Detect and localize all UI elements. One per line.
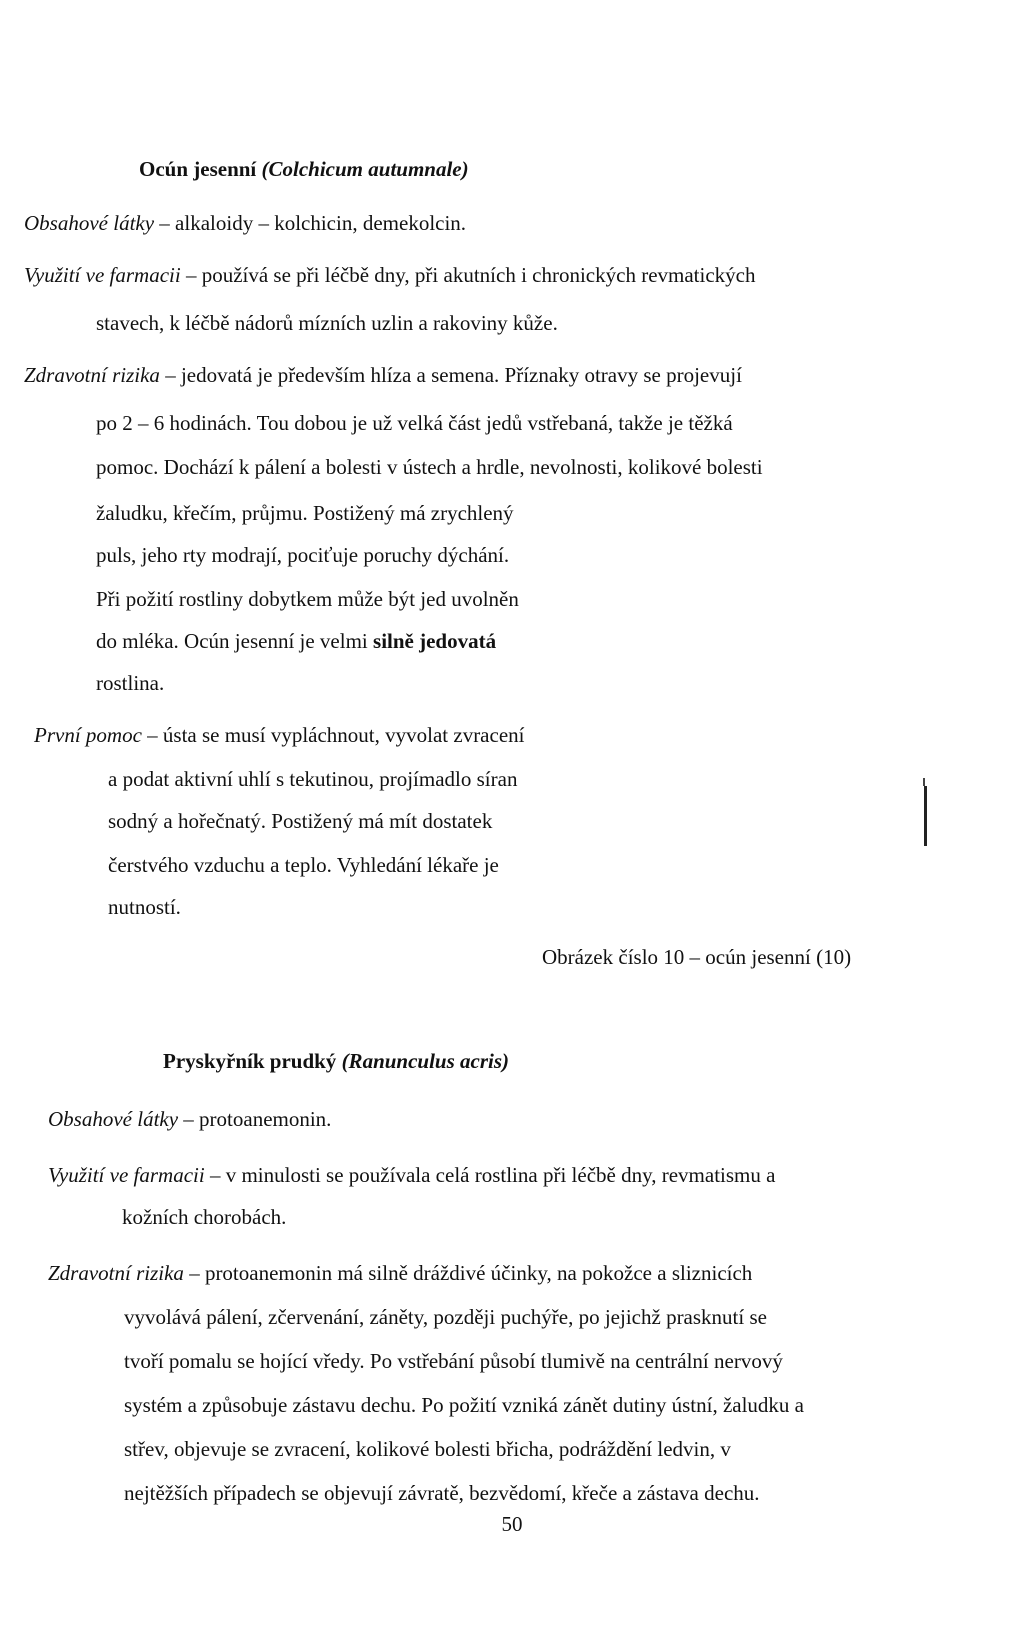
paragraph-rizika-line2: po 2 – 6 hodinách. Tou dobou je už velká část jedů vstřebaná, takže je těžká [96,411,733,435]
paragraph2-obsahove-latky [48,1106,331,1132]
text: – alkaloidy – kolchicin, demekolcin. [154,211,467,235]
emphasis-silne-jedovata: silně jedovatá [373,629,497,653]
label-zdravotni-rizika: Zdravotní rizika [24,363,160,387]
paragraph2-rizika-line4: systém a způsobuje zástavu dechu. Po požití vzniká zánět dutiny ústní, žaludku a [124,1393,804,1417]
paragraph-rizika-line7 [96,628,496,654]
image-fragment-mark [924,786,927,846]
heading-colchicum [139,156,469,182]
paragraph-prvni-pomoc-line4: čerstvého vzduchu a teplo. Vyhledání lékaře je [108,853,499,877]
figure-caption: Obrázek číslo 10 – ocún jesenní (10) [542,945,852,969]
paragraph-vyuziti-line2: stavech, k léčbě nádorů mízních uzlin a rakoviny kůže. [96,311,558,335]
paragraph2-rizika-line2: vyvolává pálení, zčervenání, záněty, později puchýře, po jejichž prasknutí se [124,1305,767,1329]
heading-title: Ocún jesenní [139,157,257,181]
paragraph-obsahove-latky [24,210,466,236]
text: – protoanemonin. [178,1107,332,1131]
heading-title: Pryskyřník prudký [163,1049,337,1073]
paragraph-prvni-pomoc-line3: sodný a hořečnatý. Postižený má mít dostatek [108,809,493,833]
paragraph2-rizika-line1 [48,1260,752,1286]
text: – používá se při léčbě dny, při akutních i chronických revmatických [180,263,756,287]
label-prvni-pomoc: První pomoc [34,723,142,747]
paragraph-prvni-pomoc-line2: a podat aktivní uhlí s tekutinou, projímadlo síran [108,767,518,791]
paragraph2-rizika-line6: nejtěžších případech se objevují závratě, bezvědomí, křeče a zástava dechu. [124,1481,760,1505]
paragraph-rizika-line1 [24,362,742,388]
paragraph-rizika-line6: Při požití rostliny dobytkem může být jed uvolněn [96,587,519,611]
label-vyuziti: Využití ve farmacii [48,1163,205,1187]
text: do mléka. Ocún jesenní je velmi [96,629,374,653]
page-number: 50 [501,1512,523,1536]
heading-latin: (Ranunculus acris) [341,1049,510,1073]
label-obsahove-latky: Obsahové látky [48,1107,179,1131]
paragraph2-rizika-line5: střev, objevuje se zvracení, kolikové bolesti břicha, podráždění ledvin, v [124,1437,731,1461]
paragraph2-vyuziti-line2: kožních chorobách. [122,1205,287,1229]
heading-latin: (Colchicum autumnale) [261,157,469,181]
paragraph-vyuziti-line1 [24,262,755,288]
label-vyuziti: Využití ve farmacii [24,263,181,287]
text: – jedovatá je především hlíza a semena. Příznaky otravy se projevují [159,363,742,387]
heading-ranunculus [163,1048,509,1074]
text: – v minulosti se používala celá rostlina při léčbě dny, revmatismu a [204,1163,776,1187]
paragraph-rizika-line8: rostlina. [96,671,165,695]
paragraph2-rizika-line3: tvoří pomalu se hojící vředy. Po vstřebání působí tlumivě na centrální nervový [124,1349,783,1373]
paragraph2-vyuziti-line1 [48,1162,775,1188]
label-obsahove-latky: Obsahové látky [24,211,155,235]
paragraph-rizika-line4: žaludku, křečím, průjmu. Postižený má zrychlený [96,501,514,525]
paragraph-prvni-pomoc-line1 [34,722,524,748]
label-zdravotni-rizika: Zdravotní rizika [48,1261,184,1285]
paragraph-rizika-line5: puls, jeho rty modrají, pociťuje poruchy dýchání. [96,543,510,567]
text: – ústa se musí vypláchnout, vyvolat zvracení [141,723,525,747]
paragraph-rizika-line3: pomoc. Dochází k pálení a bolesti v ústech a hrdle, nevolnosti, kolikové bolesti [96,455,763,479]
text: – protoanemonin má silně dráždivé účinky, na pokožce a sliznicích [183,1261,753,1285]
paragraph-prvni-pomoc-line5: nutností. [108,895,181,919]
